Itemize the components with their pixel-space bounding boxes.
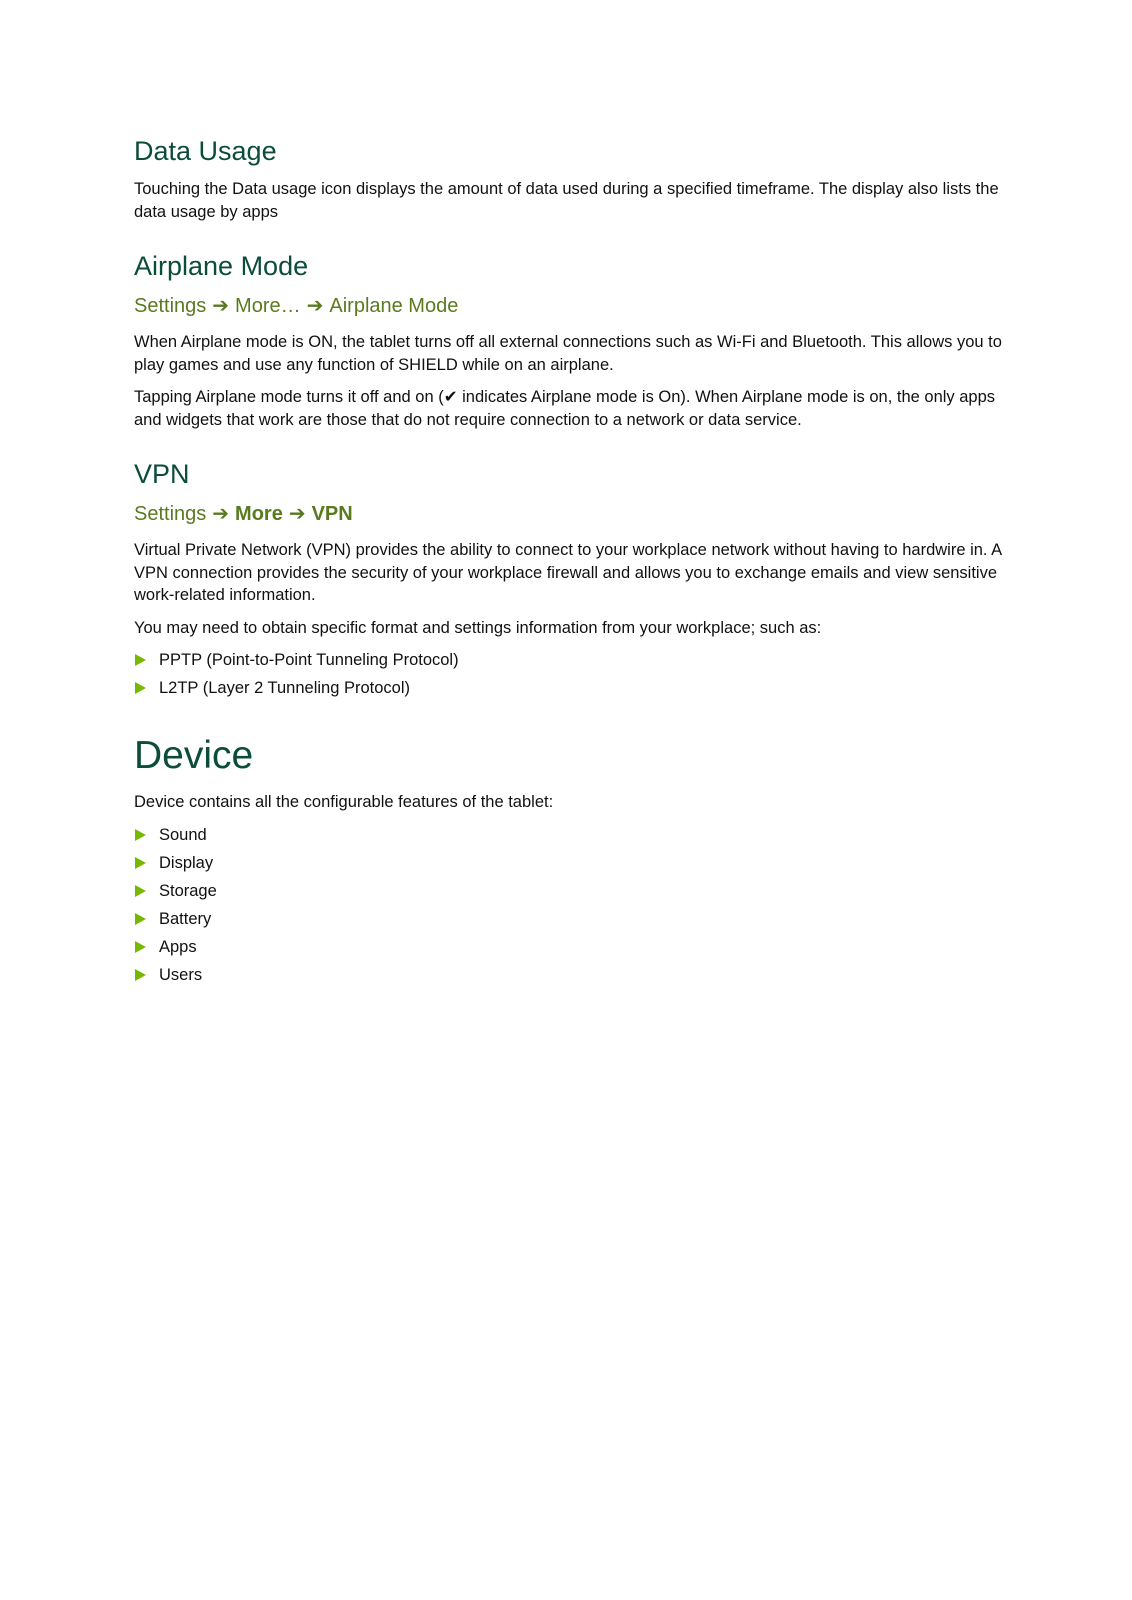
list-item-label: Sound <box>159 825 207 844</box>
data-usage-section <box>134 134 1002 223</box>
list-item-label: Battery <box>159 909 212 928</box>
list-item <box>134 852 1002 874</box>
path-step-vpn: VPN <box>311 503 353 525</box>
triangle-bullet-icon <box>135 885 146 897</box>
vpn-protocol-list <box>134 649 1002 699</box>
list-item <box>134 677 1002 699</box>
device-heading: Device <box>134 734 254 777</box>
vpn-settings-path <box>134 501 1002 527</box>
airplane-mode-section <box>134 249 1002 431</box>
data-usage-heading: Data Usage <box>134 136 277 166</box>
triangle-bullet-icon <box>135 913 146 925</box>
vpn-paragraph-1: Virtual Private Network (VPN) provides the ability to connect to your workplace network without having to hardwire in. A VPN connection provides the security of your workplace firewall and allows you to exchange emails and view sensitive work-related information. <box>134 541 1002 604</box>
arrow-right-icon: ➔ <box>306 295 324 317</box>
triangle-bullet-icon <box>135 941 146 953</box>
airplane-mode-heading: Airplane Mode <box>134 251 309 281</box>
list-item-label: Apps <box>159 937 197 956</box>
list-item-label: Users <box>159 965 203 984</box>
airplane-mode-paragraph-2: Tapping Airplane mode turns it off and on (✔ indicates Airplane mode is On). When Airplane mode is on, the only apps and widgets that work are those that do not require connection to a network or data service. <box>134 388 996 429</box>
data-usage-body: Touching the Data usage icon displays the amount of data used during a specified timeframe. The display also lists the data usage by apps <box>134 180 999 221</box>
triangle-bullet-icon <box>135 654 146 666</box>
device-feature-list <box>134 824 1002 986</box>
triangle-bullet-icon <box>135 829 146 841</box>
path-step-airplane-mode: Airplane Mode <box>329 295 459 317</box>
device-section <box>134 733 1002 986</box>
list-item <box>134 936 1002 958</box>
triangle-bullet-icon <box>135 857 146 869</box>
list-item-label: L2TP (Layer 2 Tunneling Protocol) <box>159 679 411 697</box>
device-intro: Device contains all the configurable features of the tablet: <box>134 793 554 811</box>
list-item <box>134 649 1002 671</box>
list-item <box>134 964 1002 986</box>
triangle-bullet-icon <box>135 969 146 981</box>
path-step-settings: Settings <box>134 503 207 525</box>
vpn-section <box>134 457 1002 699</box>
arrow-right-icon: ➔ <box>288 503 306 525</box>
list-item <box>134 880 1002 902</box>
path-step-more: More <box>235 503 283 525</box>
triangle-bullet-icon <box>135 682 146 694</box>
vpn-paragraph-2: You may need to obtain specific format and settings information from your workplace; such as: <box>134 618 822 637</box>
list-item-label: PPTP (Point-to-Point Tunneling Protocol) <box>159 651 459 669</box>
arrow-right-icon: ➔ <box>212 295 230 317</box>
airplane-mode-paragraph-1: When Airplane mode is ON, the tablet turns off all external connections such as Wi-Fi and Bluetooth. This allows you to play games and use any function of SHIELD while on an airplane. <box>134 333 1002 374</box>
path-step-settings: Settings <box>134 295 207 317</box>
vpn-heading: VPN <box>134 459 190 489</box>
list-item <box>134 824 1002 846</box>
list-item <box>134 908 1002 930</box>
arrow-right-icon: ➔ <box>212 503 230 525</box>
airplane-mode-settings-path <box>134 293 1002 319</box>
list-item-label: Storage <box>159 881 217 900</box>
path-step-more: More… <box>235 295 301 317</box>
list-item-label: Display <box>159 853 214 872</box>
